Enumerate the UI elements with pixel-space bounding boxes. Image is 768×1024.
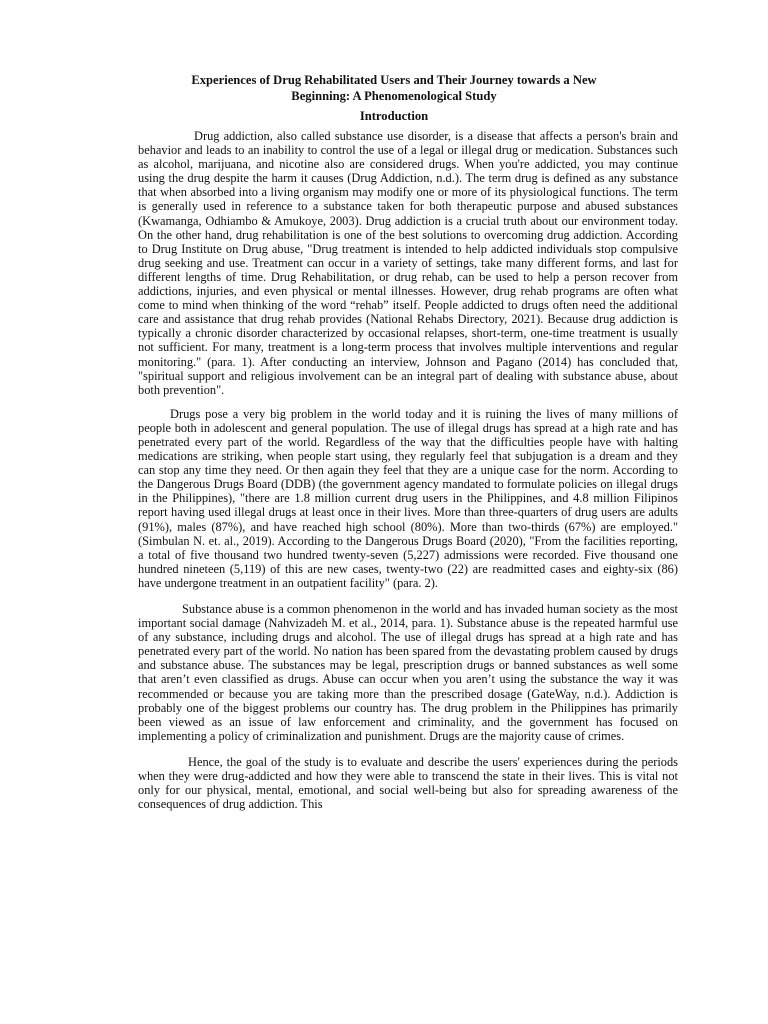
paragraph: Drugs pose a very big problem in the world today and it is ruining the lives of many millions of people both in adolescent and general population. The use of illegal drugs has spread at a high rate and has penetrated every part of the world. Regardless of the way that the difficulties people have with halting medications are striking, when people start using, they regularly feel that subjugation is a dream and they can stop any time they need. Or then again they feel that they are a unique case for the norm. According to the Dangerous Drugs Board (DDB) (the government agency mandated to formulate policies on illegal drugs in the Philippines), "there are 1.8 million current drug users in the Philippines, and 4.8 million Filipinos report having used illegal drugs at least once in their lives. More than three-quarters of drug users are adults (91%), males (87%), and have reached high school (80%). More than two-thirds (67%) are employed." (Simbulan N. et. al., 2019). According to the Dangerous Drugs Board (2020), "From the facilities reporting, a total of five thousand two hundred twenty-seven (5,227) admissions were recorded. Five thousand one hundred nineteen (5,119) of this are new cases, twenty-two (22) are readmitted cases and eighty-six (86) have undergone treatment in an outpatient facility" (para. 2). xyxy=(138,406,678,590)
paragraph: Hence, the goal of the study is to evaluate and describe the users' experiences during the periods when they were drug-addicted and how they were able to transcend the state in their lives. This is vital not only for our physical, mental, emotional, and social well-being but also for spreading awareness of the consequences of drug addiction. This xyxy=(138,754,678,812)
body-text xyxy=(138,129,678,811)
paper-header xyxy=(110,72,678,104)
paper-title: Experiences of Drug Rehabilitated Users and Their Journey towards a New xyxy=(191,73,597,87)
paragraph: Substance abuse is a common phenomenon in the world and has invaded human society as the most important social damage (Nahvizadeh M. et al., 2014, para. 1). Substance abuse is the repeated harmful use of any substance, including drugs and alcohol. The use of illegal drugs has spread at a high rate and has penetrated every part of the world. No nation has been spared from the devastating problem caused by drugs and substance abuse. The substances may be legal, prescription drugs or banned substances as well some that aren’t even classified as drugs. Abuse can occur when you aren’t using the substance the way it was recommended or because you are taking more than the prescribed dosage (GateWay, n.d.). Addiction is probably one of the biggest problems our country has. The drug problem in the Philippines has primarily been viewed as an issue of law enforcement and criminality, and the government has focused on implementing a policy of criminalization and punishment. Drugs are the majority cause of crimes. xyxy=(138,602,678,743)
paper-subtitle: Beginning: A Phenomenological Study xyxy=(291,89,497,103)
paragraph: Drug addiction, also called substance use disorder, is a disease that affects a person's brain and behavior and leads to an inability to control the use of a legal or illegal drug or medication. Substances such as alcohol, marijuana, and nicotine also are considered drugs. When you're addicted, you may continue using the drug despite the harm it causes (Drug Addiction, n.d.). The term drug is defined as any substance that when absorbed into a living organism may modify one or more of its physiological functions. The term is generally used in reference to a substance taken for both therapeutic purpose and abused substances (Kwamanga, Odhiambo & Amukoye, 2003). Drug addiction is a crucial truth about our environment today. On the other hand, drug rehabilitation is one of the best solutions to overcoming drug addiction. According to Drug Institute on Drug abuse, "Drug treatment is intended to help addicted individuals stop compulsive drug seeking and use. Treatment can occur in a variety of settings, take many different forms, and last for different lengths of time. Drug Rehabilitation, or drug rehab, can be used to help a person recover from addictions, injuries, and even physical or mental illnesses. However, drug rehab programs are often what come to mind when thinking of the word “rehab” itself. People addicted to drugs often need the additional care and assistance that drug rehab provides (National Rehabs Directory, 2021). Because drug addiction is typically a chronic disorder characterized by occasional relapses, short-term, one-time treatment is usually not sufficient. For many, treatment is a long-term process that involves multiple interventions and regular monitoring." (para. 1). After conducting an interview, Johnson and Pagano (2014) has concluded that, "spiritual support and religious involvement can be an integral part of dealing with substance abuse, about both prevention". xyxy=(138,129,678,397)
section-heading: Introduction xyxy=(359,109,429,123)
